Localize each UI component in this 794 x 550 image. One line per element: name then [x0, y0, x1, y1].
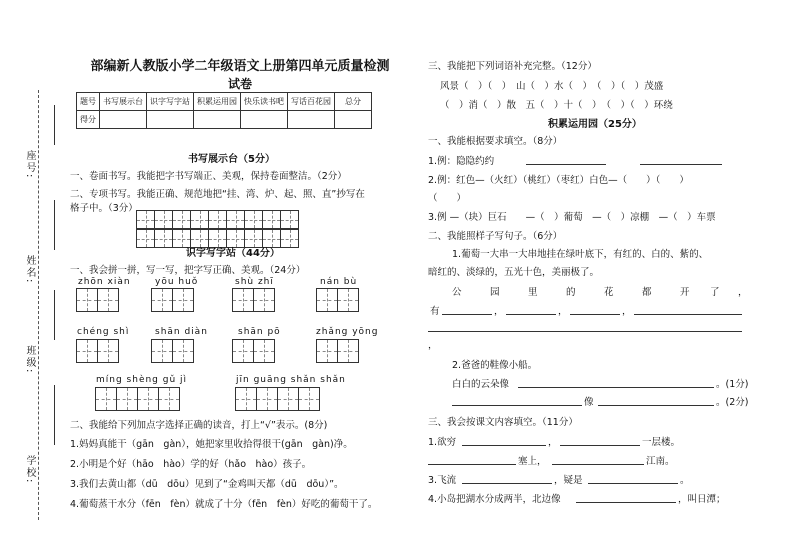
answer-line[interactable]: [570, 314, 620, 315]
pinyin-label: zhǎng yōng: [316, 327, 379, 337]
you-label: 有: [430, 306, 440, 317]
xiang-label: 像: [584, 397, 594, 408]
pinyin-grid[interactable]: [152, 339, 194, 363]
score-cell[interactable]: [100, 111, 147, 129]
literacy-q2-item2: 2.小明是个好（hāo hào）学的好（hǎo hào）孩子。: [70, 459, 312, 470]
literacy-q1: 一、我会拼一拼，写一写，把字写正确、美观。（24分）: [70, 265, 306, 276]
pinyin-label: shù zhī: [235, 277, 274, 287]
pinyin-grid[interactable]: [317, 339, 359, 363]
literacy-q2-item1: 1.妈妈真能干（gān gàn），她把家里收拾得很干(gān gàn)净。: [70, 439, 353, 450]
comma-mark: ，: [622, 306, 632, 317]
answer-line[interactable]: [428, 331, 742, 332]
writing-grid-2[interactable]: [191, 210, 245, 229]
pinyin-grid[interactable]: [77, 288, 119, 312]
accumulate-q2: 二、我能照样子写句子。（6分）: [428, 231, 563, 242]
answer-line[interactable]: [452, 405, 582, 406]
sentence-example-line1: 1.葡萄一大串一大串地挂在绿叶底下，有红的、白的、紫的、: [452, 249, 709, 260]
section-literacy-title: 识字写字站（44分）: [186, 248, 280, 259]
pinyin-label: zhōn xiàn: [78, 277, 131, 287]
park-char: 都: [642, 287, 652, 298]
pinyin-grid[interactable]: [233, 339, 275, 363]
pinyin-label: jīn guāng shǎn shǎn: [236, 375, 346, 385]
points-2: 。(2分): [716, 397, 749, 408]
park-char: 公: [452, 287, 462, 298]
accumulate-q1-item2[interactable]: 2.例：红色—（火红）（桃红）（枣红）白色—（ ）（ ）: [428, 175, 689, 186]
school-label: 学校:: [24, 455, 35, 485]
score-header-cell: 积累运用园: [194, 93, 241, 111]
cloud-prefix: 白白的云朵像: [452, 379, 510, 390]
park-char: 花: [604, 287, 614, 298]
pinyin-label: yōu huǒ: [155, 277, 199, 287]
literacy-q2-item3: 3.我们去黄山都（dū dōu）见到了“金鸡叫天都（dū dōu）”。: [70, 479, 344, 490]
poem-1-suffix: 一层楼。: [642, 437, 681, 448]
score-header-cell: 书写展示台: [100, 93, 147, 111]
pinyin-label: nán bù: [320, 277, 358, 287]
pinyin-label: chéng shì: [77, 327, 130, 337]
answer-line[interactable]: [588, 483, 678, 484]
answer-line[interactable]: [428, 464, 516, 465]
number-label: 座号:: [24, 150, 35, 180]
answer-line[interactable]: [506, 314, 556, 315]
accumulate-q3: 三、我会按课文内容填空。（11分）: [428, 417, 578, 428]
score-table: [76, 92, 372, 129]
score-header-cell: 识字写字站: [147, 93, 194, 111]
pinyin-label: shān pō: [238, 327, 281, 337]
park-char: 园: [490, 287, 500, 298]
writing-grid-3[interactable]: [245, 210, 299, 229]
sentence-q2-example: 2.爸爸的鞋像小船。: [452, 360, 538, 371]
name-label: 姓名:: [24, 255, 35, 285]
answer-line[interactable]: [640, 164, 722, 165]
park-char: ，: [738, 287, 748, 298]
poem-3-mid: ，疑是: [554, 475, 583, 486]
answer-line[interactable]: [442, 314, 492, 315]
poem-3-prefix: 3.飞流: [428, 475, 457, 486]
accumulate-q1-item2b[interactable]: （ ）: [428, 193, 467, 204]
poem-1-prefix: 1.欲穷: [428, 437, 457, 448]
binding-line: [38, 90, 39, 520]
answer-line[interactable]: [518, 387, 714, 388]
writing-q2-line2: 格子中。（3分）: [70, 203, 138, 214]
score-cell[interactable]: [335, 111, 372, 129]
page-title: 部编新人教版小学二年级语文上册第四单元质量检测: [90, 59, 390, 74]
literacy-q2-item4: 4.葡萄蒸干水分（fēn fèn）就成了十分（fēn fèn）好吃的葡萄干了。: [70, 499, 378, 510]
answer-line[interactable]: [552, 464, 644, 465]
poem-3-suffix: 。: [680, 475, 690, 486]
score-header-cell: 题号: [77, 93, 100, 111]
answer-line[interactable]: [634, 314, 742, 315]
pinyin-grid[interactable]: [152, 288, 194, 312]
comma-mark: ，: [558, 306, 568, 317]
poem-4-suffix: ，叫日潭；: [678, 494, 726, 505]
pinyin-grid[interactable]: [317, 288, 359, 312]
park-char: 了: [710, 287, 720, 298]
pinyin-grid[interactable]: [236, 387, 320, 411]
points-1: 。(1分): [716, 379, 749, 390]
answer-line[interactable]: [560, 445, 640, 446]
fill-line-school[interactable]: [44, 385, 55, 445]
words-q3-row1[interactable]: 风景（ ）（ ） 山（ ）水（ ） （ ）（ ）茂盛: [440, 81, 664, 92]
answer-line[interactable]: [462, 445, 546, 446]
park-char: 里: [528, 287, 538, 298]
writing-grid-1[interactable]: [137, 210, 191, 229]
words-q3-row2[interactable]: （ ）消（ ）散 五（ ）十（ ） （ ）（ ）环绕: [440, 100, 673, 111]
poem-4-prefix: 4.小岛把湖水分成两半，北边像: [428, 494, 561, 505]
writing-grid-4[interactable]: [137, 229, 191, 248]
score-header-cell: 总分: [335, 93, 372, 111]
comma-mark: ，: [548, 437, 558, 448]
fill-line-name[interactable]: [44, 200, 55, 250]
pinyin-label: shān diàn: [155, 327, 208, 337]
score-cell[interactable]: [147, 111, 194, 129]
answer-line[interactable]: [598, 405, 714, 406]
section-writing-title: 书写展示台（5分）: [188, 154, 275, 165]
words-q3-title: 三、我能把下列词语补充完整。（12分）: [428, 61, 597, 72]
score-header-cell: 写话百花园: [288, 93, 335, 111]
score-cell[interactable]: [241, 111, 288, 129]
comma-mark: ，: [494, 306, 504, 317]
writing-q1: 一、卷面书写。我能把字书写端正、美观，保持卷面整洁。（2分）: [70, 171, 347, 182]
score-cell[interactable]: [194, 111, 241, 129]
accumulate-q1-item1: 1.例：隐隐约约: [428, 156, 495, 167]
fill-line-number[interactable]: [44, 105, 55, 145]
pinyin-grid[interactable]: [233, 288, 275, 312]
pinyin-label: míng shèng gǔ jì: [96, 375, 188, 385]
accumulate-q1-item3[interactable]: 3.例 —（块）巨石 —（ ）葡萄 —（ ）凉棚 —（ ）车票: [428, 212, 716, 223]
comma-mark: ，: [428, 340, 438, 351]
park-char: 开: [680, 287, 690, 298]
page-subtitle: 试卷: [227, 77, 252, 91]
writing-q2-line1: 二、专项书写。我能正确、规范地把“挂、湾、炉、起、照、直”抄写在: [70, 189, 365, 200]
score-row-label: 得分: [77, 111, 100, 129]
fill-line-class[interactable]: [44, 290, 55, 340]
poem-2-suffix: 江南。: [646, 456, 675, 467]
section-accumulate-title: 积累运用园（25分）: [548, 119, 642, 130]
pinyin-grid[interactable]: [77, 339, 119, 363]
answer-line[interactable]: [576, 502, 676, 503]
score-header-cell: 快乐读书吧: [241, 93, 288, 111]
class-label: 班级:: [24, 345, 35, 375]
sentence-example-line2: 暗红的、淡绿的，五光十色，美丽极了。: [428, 267, 600, 278]
accumulate-q1: 一、我能根据要求填空。（8分）: [428, 136, 563, 147]
answer-line[interactable]: [462, 483, 552, 484]
park-char: 的: [566, 287, 576, 298]
answer-line[interactable]: [526, 164, 606, 165]
pinyin-grid[interactable]: [96, 387, 180, 411]
poem-2-mid: 塞上，: [518, 456, 547, 467]
score-cell[interactable]: [288, 111, 335, 129]
literacy-q2: 二、我能给下列加点字选择正确的读音，打上“√”表示。(8分): [70, 420, 328, 431]
